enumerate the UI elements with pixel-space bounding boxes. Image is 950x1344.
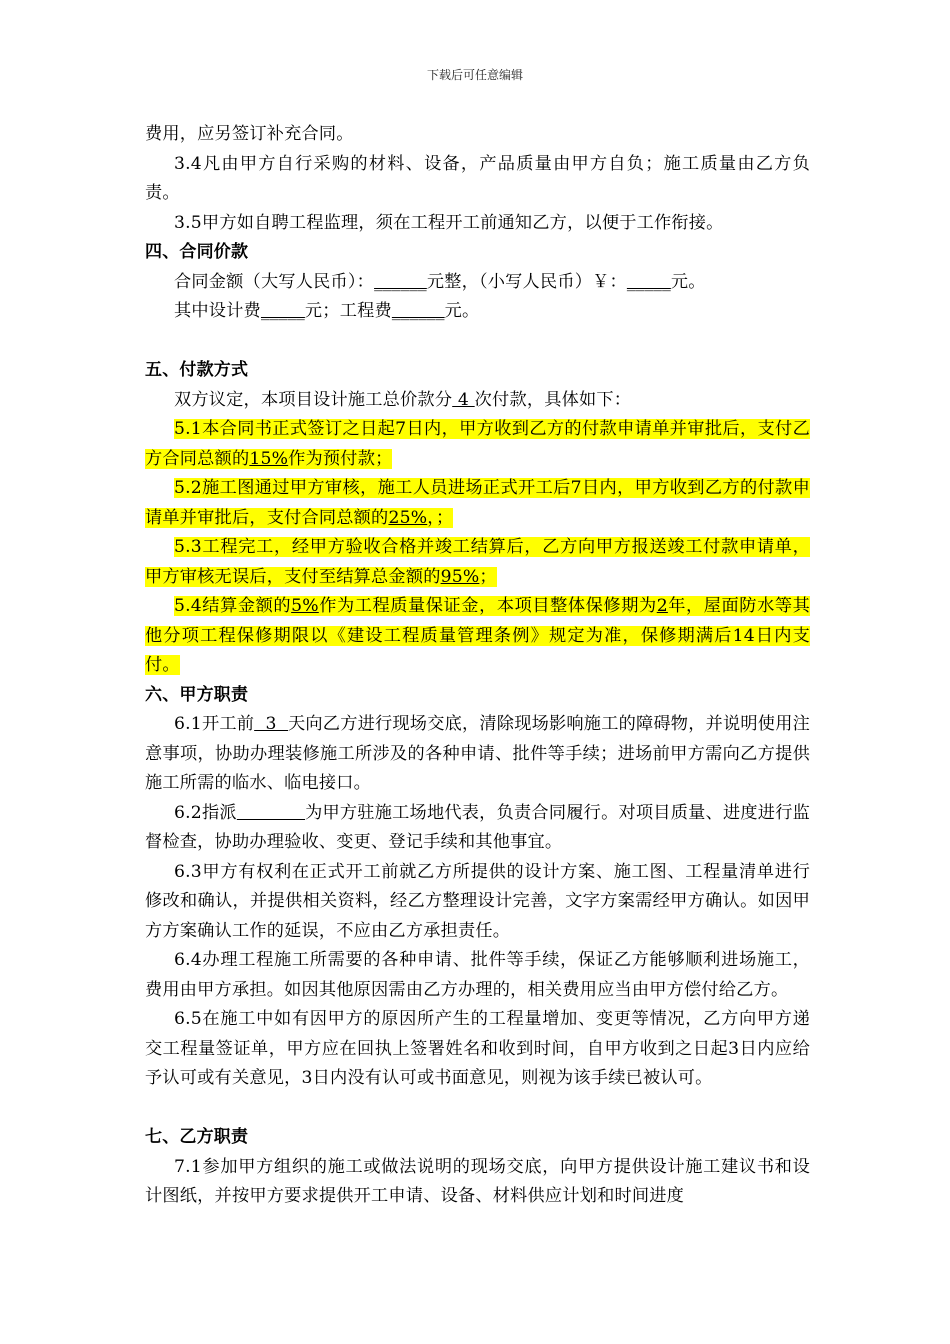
construction-fee-blank: ______	[391, 301, 445, 321]
spacer	[145, 1094, 810, 1124]
section-5-heading: 五、付款方式	[145, 360, 249, 380]
clause-6-5: 6.5在施工中如有因甲方的原因所产生的工程量增加、变更等情况，乙方向甲方递交工程量签证单，甲方应在回执上签署姓名和收到时间，自甲方收到之日起3日内应给予认可或有关意见，3日内没有认可或书面意见，则视为该手续已被认可。	[145, 1009, 810, 1088]
contract-amount-line: 合同金额（大写人民币）：______元整，（小写人民币）￥：_____元。	[174, 271, 706, 292]
clause-6-3: 6.3甲方有权利在正式开工前就乙方所提供的设计方案、施工图、工程量清单进行修改和确认，并提供相关资料，经乙方整理设计完善，文字方案需经甲方确认。如因甲方方案确认工作的延误，不应由乙方承担责任。	[145, 861, 810, 941]
clause-6-2: 6.2指派 为甲方驻施工场地代表，负责合同履行。对项目质量、进度进行监督检查，协助办理验收、变更、登记手续和其他事宜。	[145, 802, 810, 852]
installment-count: 4	[452, 389, 475, 410]
clause-3-4: 3.4凡由甲方自行采购的材料、设备，产品质量由甲方自负；施工质量由乙方负责。	[145, 153, 810, 203]
representative-blank	[237, 803, 305, 823]
payment-intro: 双方议定，本项目设计施工总价款分 4 次付款，具体如下：	[174, 389, 632, 410]
section-4-heading: 四、合同价款	[145, 242, 249, 262]
clause-6-1: 6.1开工前 3 天向乙方进行现场交底，清除现场影响施工的障碍物，并说明使用注意事项，协助办理装修施工所涉及的各种申请、批件等手续；进场前甲方需向乙方提供施工所需的临水、临电接口。	[145, 714, 810, 793]
clause-6-4: 6.4办理工程施工所需要的各种申请、批件等手续，保证乙方能够顺利进场施工，费用由甲方承担。如因其他原因需由乙方办理的，相关费用应当由甲方偿付给乙方。	[145, 950, 810, 1000]
line-1: 费用，应另签订补充合同。	[145, 124, 354, 144]
clause-3-5: 3.5甲方如自聘工程监理，须在工程开工前通知乙方，以便于工作衔接。	[174, 212, 724, 233]
clause-7-1: 7.1参加甲方组织的施工或做法说明的现场交底，向甲方提供设计施工建议书和设计图纸，并按甲方要求提供开工申请、设备、材料供应计划和时间进度	[145, 1156, 810, 1206]
clause-5-1: 5.1本合同书正式签订之日起7日内，甲方收到乙方的付款申请单并审批后，支付乙方合同总额的15%作为预付款；	[145, 419, 810, 469]
page-header: 下载后可任意编辑	[426, 68, 523, 82]
amount-words-blank: ______	[374, 271, 427, 292]
document-body	[145, 120, 810, 1212]
amount-figures-blank: _____	[626, 271, 671, 292]
section-6-heading: 六、甲方职责	[145, 684, 249, 705]
clause-5-4: 5.4结算金额的5%作为工程质量保证金，本项目整体保修期为2年，屋面防水等其他分项工程保修期限以《建设工程质量管理条例》规定为准，保修期满后14日内支付。	[145, 596, 810, 675]
clause-5-2: 5.2施工图通过甲方审核，施工人员进场正式开工后7日内，甲方收到乙方的付款申请单并审批后，支付合同总额的25%，；	[145, 478, 810, 528]
section-7-heading: 七、乙方职责	[145, 1127, 249, 1147]
spacer	[145, 327, 810, 357]
design-fee-blank: _____	[260, 301, 305, 321]
fee-breakdown-line: 其中设计费_____元；工程费______元。	[174, 301, 480, 321]
clause-5-3: 5.3工程完工，经甲方验收合格并竣工结算后，乙方向甲方报送竣工付款申请单，甲方审核无误后，支付至结算总金额的95%；	[145, 537, 810, 587]
